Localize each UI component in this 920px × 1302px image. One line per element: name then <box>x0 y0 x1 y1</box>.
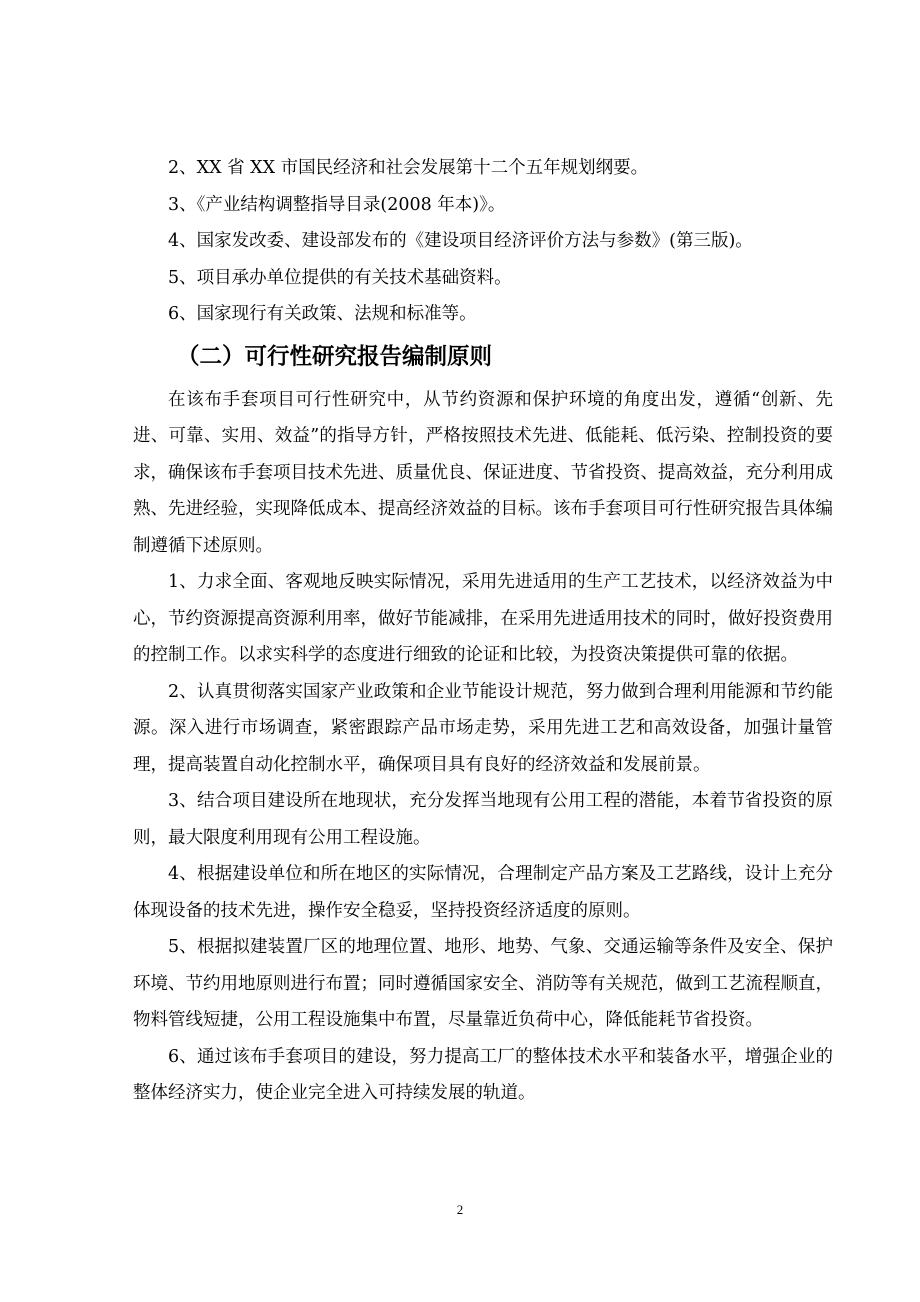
reference-item: 5、项目承办单位提供的有关技术基础资料。 <box>168 267 512 288</box>
reference-item: 3、《产业结构调整指导目录(2008 年本)》。 <box>168 194 506 215</box>
principle-paragraph: 2、认真贯彻落实国家产业政策和企业节能设计规范，努力做到合理利用能源和节约能源。深入进行市场调查，紧密跟踪产品市场走势，采用先进工艺和高效设备，加强计量管理，提高装置自动化控制水平，确保项目具有良好的经济效益和发展前景。 <box>133 681 833 775</box>
principle-paragraph: 6、通过该布手套项目的建设，努力提高工厂的整体技术水平和装备水平，增强企业的整体经济实力，使企业完全进入可持续发展的轨道。 <box>133 1046 833 1103</box>
page-number: 2 <box>456 1202 464 1217</box>
principle-paragraph: 1、力求全面、客观地反映实际情况，采用先进适用的生产工艺技术，以经济效益为中心，节约资源提高资源利用率，做好节能减排，在采用先进适用技术的同时，做好投资费用的控制工作。以求实科学的态度进行细致的论证和比较，为投资决策提供可靠的依据。 <box>133 572 833 665</box>
intro-paragraph: 在该布手套项目可行性研究中，从节约资源和保护环境的角度出发，遵循“创新、先进、可靠、实用、效益”的指导方针，严格按照技术先进、低能耗、低污染、控制投资的要求，确保该布手套项目技术先进、质量优良、保证进度、节省投资、提高效益，充分利用成熟、先进经验，实现降低成本、提高经济效益的目标。该布手套项目可行性研究报告具体编制遵循下述原则。 <box>133 389 833 556</box>
page-content <box>133 150 833 1112</box>
principle-paragraph: 5、根据拟建装置厂区的地理位置、地形、地势、气象、交通运输等条件及安全、保护环境、节约用地原则进行布置；同时遵循国家安全、消防等有关规范，做到工艺流程顺直，物料管线短捷，公用工程设施集中布置，尽量靠近负荷中心，降低能耗节省投资。 <box>133 937 833 1030</box>
reference-item: 2、XX 省 XX 市国民经济和社会发展第十二个五年规划纲要。 <box>168 158 649 178</box>
principle-paragraph: 3、结合项目建设所在地现状，充分发挥当地现有公用工程的潜能，本着节省投资的原则，最大限度利用现有公用工程设施。 <box>133 791 833 848</box>
reference-item: 6、国家现行有关政策、法规和标准等。 <box>168 304 477 324</box>
reference-item: 4、国家发改委、建设部发布的《建设项目经济评价方法与参数》(第三版)。 <box>168 231 753 251</box>
principle-paragraph: 4、根据建设单位和所在地区的实际情况，合理制定产品方案及工艺路线，设计上充分体现设备的技术先进，操作安全稳妥，坚持投资经济适度的原则。 <box>133 864 833 921</box>
section-heading: （二）可行性研究报告编制原则 <box>177 343 493 370</box>
